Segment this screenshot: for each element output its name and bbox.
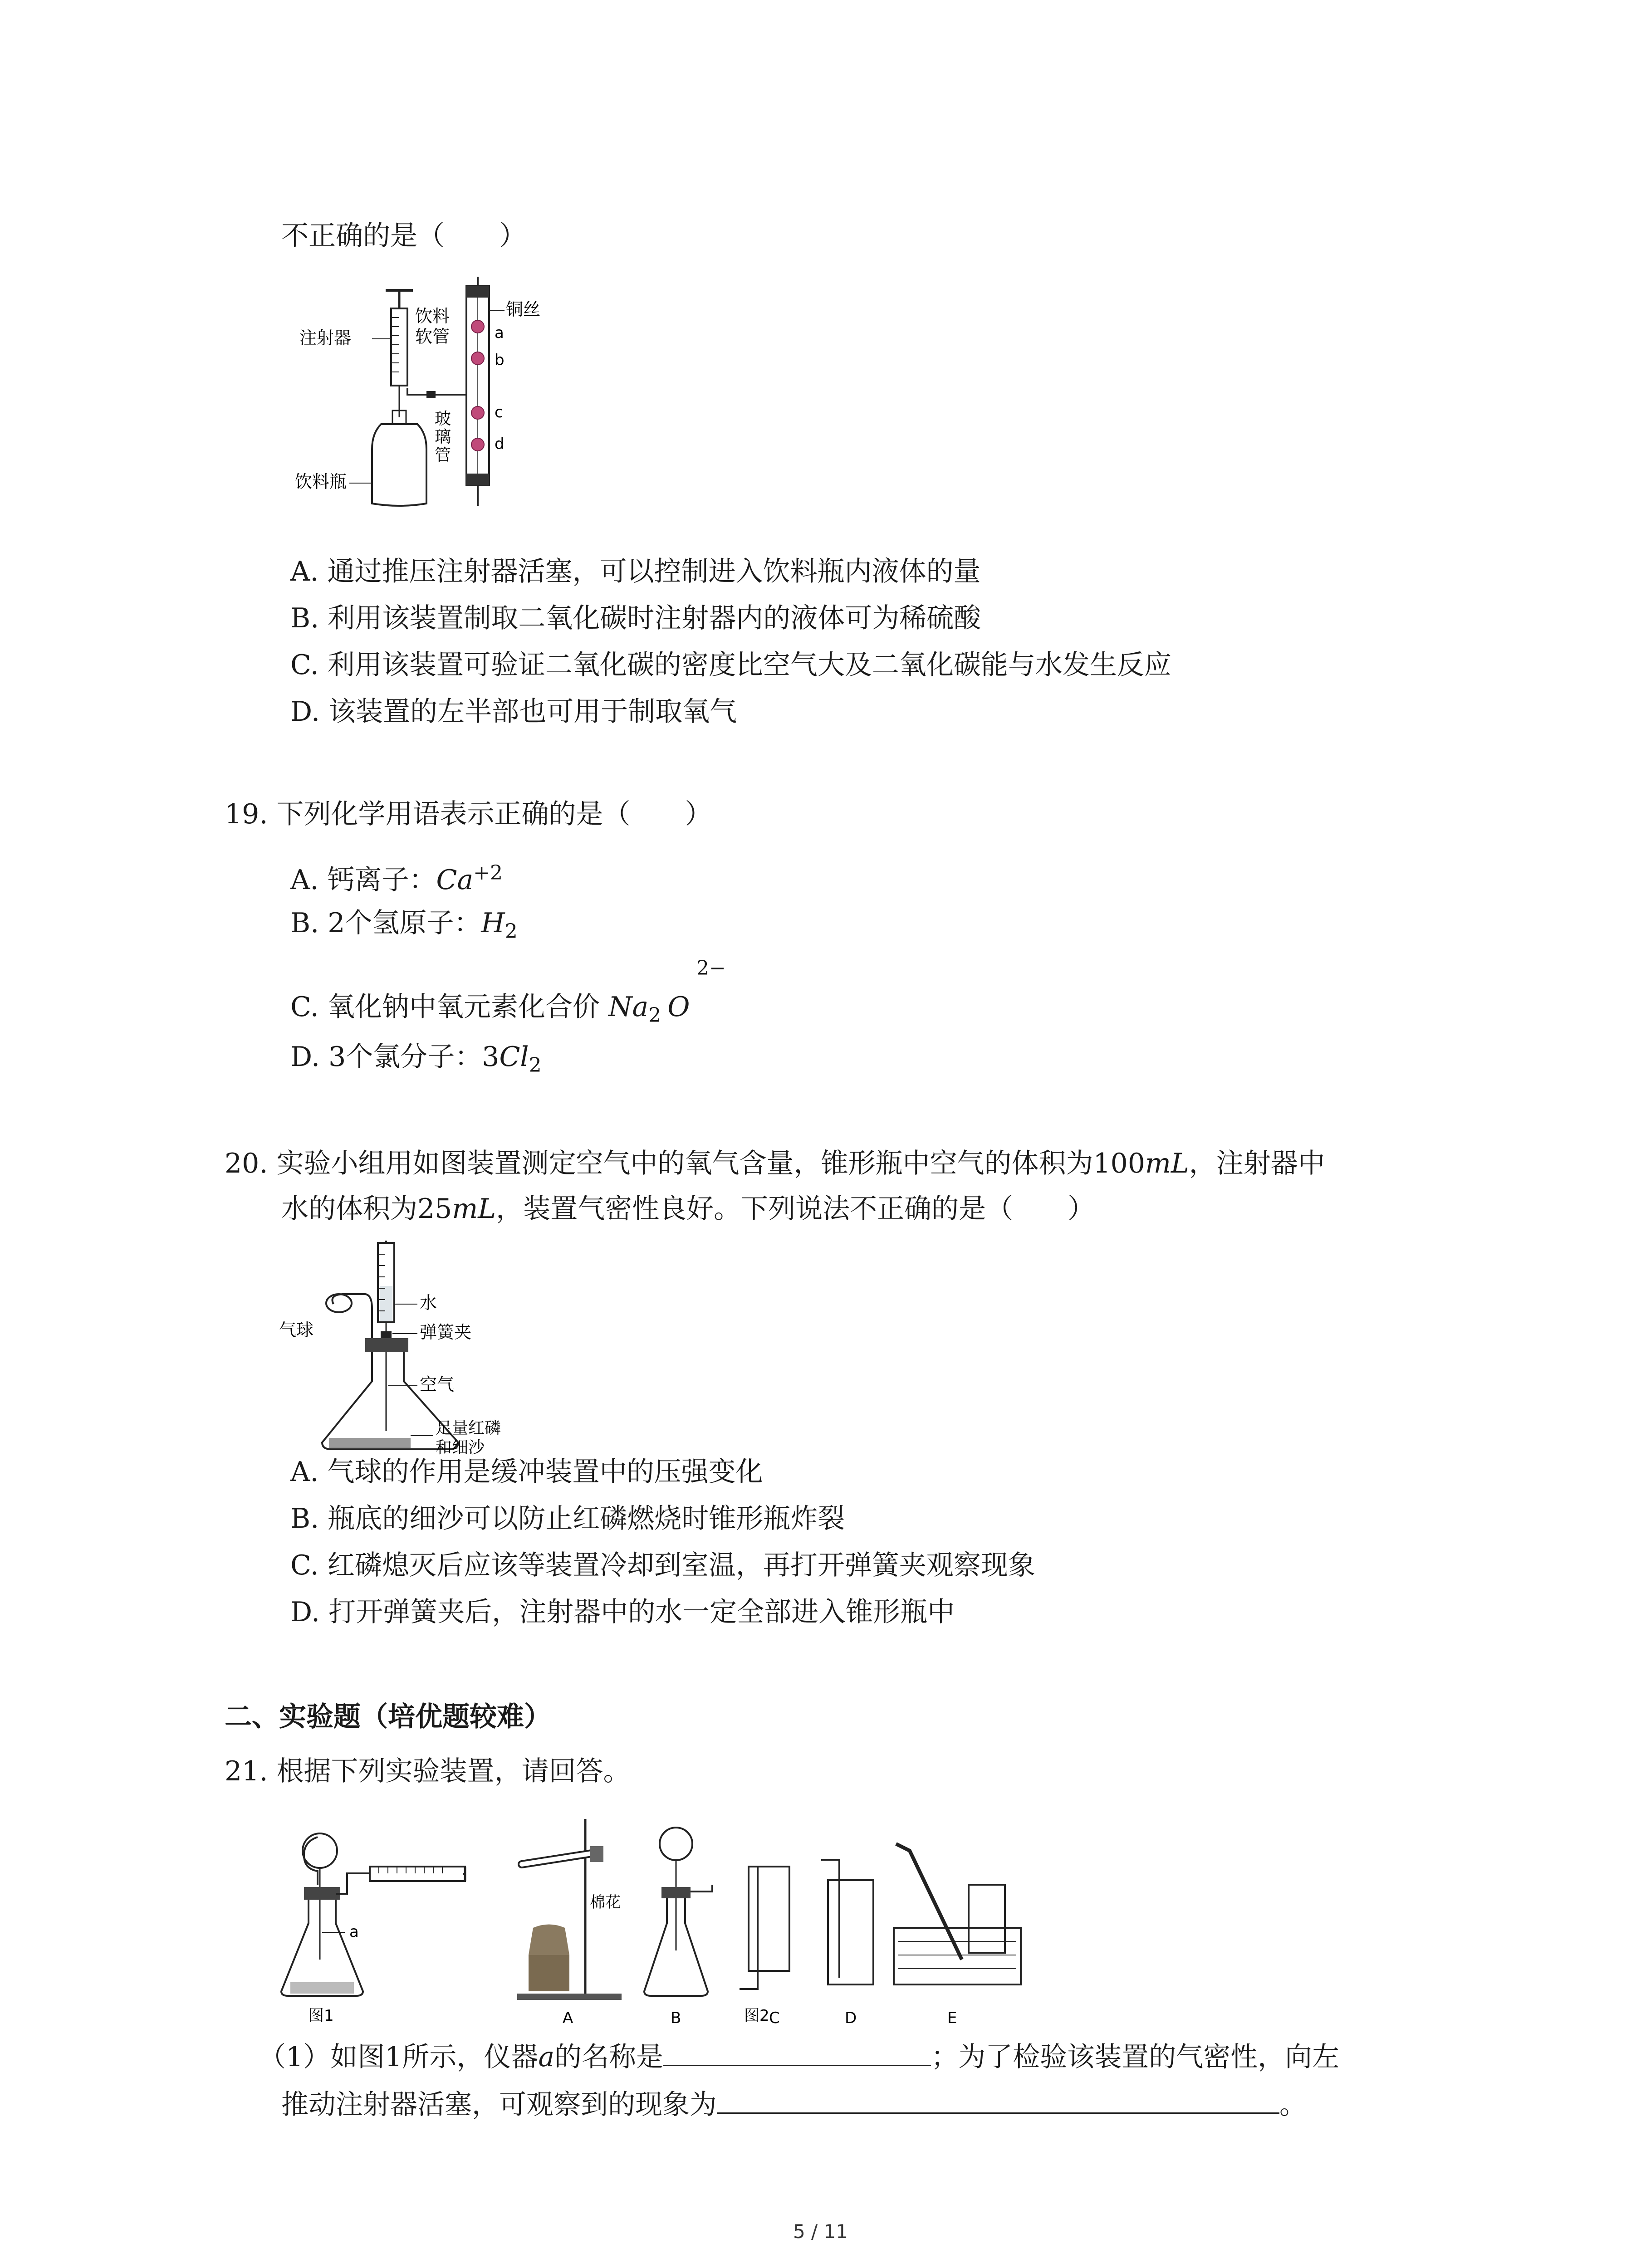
label-wire: 铜丝 [506, 299, 541, 319]
label-cotton: 棉花 [590, 1893, 621, 1911]
label-tube-1: 饮料 [415, 306, 450, 326]
q21-part1-line-1: （1）如图1所示，仪器a的名称是 ；为了检验该装置的气密性，向左 [259, 2037, 1339, 2077]
label-balloon: 气球 [279, 1320, 314, 1340]
q20-option-a: A. 气球的作用是缓冲装置中的压强变化 [290, 1456, 763, 1488]
label-glass-2: 璃 [435, 428, 451, 446]
label-water: 水 [420, 1293, 437, 1313]
answer-blank-1[interactable] [663, 2039, 931, 2066]
q18-option-d: D. 该装置的左半部也可用于制取氧气 [290, 696, 737, 728]
label-glass-1: 玻 [435, 410, 451, 428]
label-bottle: 饮料瓶 [295, 472, 347, 492]
label-phosphorus-2: 和细沙 [436, 1438, 485, 1457]
q20-option-d: D. 打开弹簧夹后，注射器中的水一定全部进入锥形瓶中 [290, 1596, 955, 1628]
label-tube-2: 软管 [415, 327, 450, 347]
label-C: C [769, 2009, 780, 2027]
label-d: d [495, 435, 505, 453]
q19-option-d: D. 3个氯分子：$3Cl_2$ [290, 1041, 542, 1077]
label-air: 空气 [420, 1374, 455, 1394]
label-glass-3: 管 [435, 446, 451, 464]
page-number: 5 / 11 [793, 2220, 848, 2243]
q18-apparatus-figure [290, 277, 563, 508]
label-B: B [671, 2009, 681, 2027]
q19-option-a: A. 钙离子：$Ca^{+2}$ [290, 861, 503, 896]
fig1-caption: 图1 [309, 2007, 334, 2025]
q21-part1-line-2: 推动注射器活塞，可观察到的现象为 。 [281, 2084, 1307, 2125]
q18-option-a: A. 通过推压注射器活塞，可以控制进入饮料瓶内液体的量 [290, 556, 981, 587]
q20-apparatus-figure [279, 1241, 574, 1458]
q20-option-b: B. 瓶底的细沙可以防止红磷燃烧时锥形瓶炸裂 [290, 1503, 845, 1535]
label-D: D [845, 2009, 857, 2027]
q19-stem: 19. 下列化学用语表示正确的是（ ） [225, 798, 712, 830]
q19-option-b: B. 2个氢原子：$H_2$ [290, 907, 518, 943]
fig2-caption: 图2 [744, 2007, 769, 2025]
label-c: c [495, 403, 503, 421]
label-syringe: 注射器 [299, 328, 352, 348]
q21-stem: 21. 根据下列实验装置，请回答。 [225, 1755, 631, 1787]
q19-option-c: C. 氧化钠中氧元素化合价 $Na_2$ O [290, 991, 690, 1027]
label-phosphorus-1: 足量红磷 [436, 1419, 501, 1437]
label-b: b [495, 351, 505, 369]
q18-option-c: C. 利用该装置可验证二氧化碳的密度比空气大及二氧化碳能与水发生反应 [290, 649, 1171, 681]
q20-stem-line-2: 水的体积为25mL，装置气密性良好。下列说法不正确的是（ ） [281, 1193, 1095, 1225]
q21-apparatus-figure [277, 1810, 1420, 2028]
label-E: E [947, 2009, 957, 2027]
q19-option-c-valence: 2− [696, 957, 726, 980]
label-clamp: 弹簧夹 [420, 1322, 472, 1342]
q20-stem-line-1: 20. 实验小组用如图装置测定空气中的氧气含量，锥形瓶中空气的体积为100mL，注射器中 [225, 1148, 1325, 1179]
answer-blank-2[interactable] [717, 2087, 1279, 2114]
q18-stem-tail: 不正确的是（ ） [281, 220, 526, 252]
label-A: A [563, 2009, 573, 2027]
q18-option-b: B. 利用该装置制取二氧化碳时注射器内的液体可为稀硫酸 [290, 602, 981, 634]
label-a: a [495, 324, 504, 342]
section-title: 二、实验题（培优题较难） [225, 1701, 551, 1733]
fig1-label-a: a [349, 1923, 359, 1941]
q20-option-c: C. 红磷熄灭后应该等装置冷却到室温，再打开弹簧夹观察现象 [290, 1549, 1035, 1581]
